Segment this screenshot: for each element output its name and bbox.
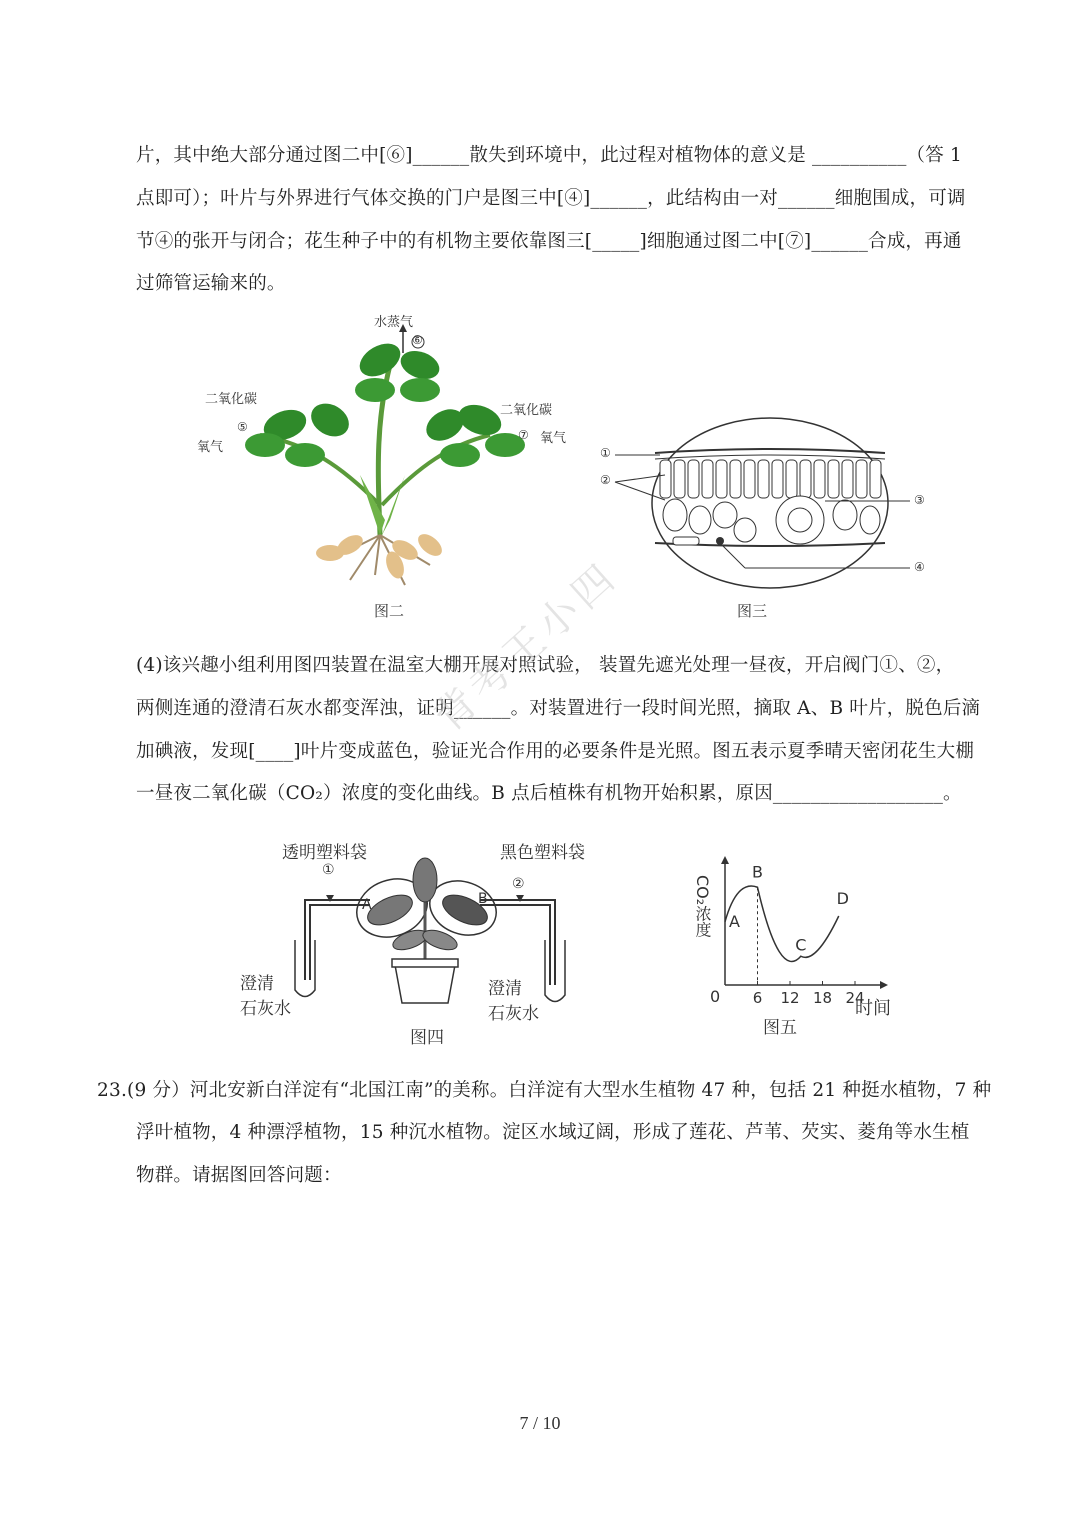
figure2-label-5: ⑤ [237,420,248,434]
paragraph1-line1: 片，其中绝大部分通过图二中[⑥]______散失到环境中，此过程对植物体的意义是 __________（答 1 [136,145,962,166]
figure4-label-black-bag: 黑色塑料袋 [500,843,585,863]
figure3-caption: 图三 [737,602,768,620]
figure5-xlabel: 时间 [855,998,891,1019]
figure5-curve [725,886,839,962]
figure2-label-co2-right: 二氧化碳 [500,403,553,418]
figure4-limewater-right-2: 石灰水 [488,1004,539,1024]
figure5-x-axis-arrow [880,981,888,989]
figure2-label-o2-right: 氧气 [540,431,567,446]
figure2-label-co2-left: 二氧化碳 [205,392,258,407]
figure4-apparatus [230,855,620,1015]
figure5-point-label: C [795,935,807,955]
paragraph2-line3: 加碘液，发现[____]叶片变成蓝色，验证光合作用的必要条件是光照。图五表示夏季晴天密闭花生大棚 [136,741,975,762]
figure3-leaf-section [595,415,945,595]
page-number: 7 / 10 [519,1413,561,1433]
paragraph1-line4: 过筛管运输来的。 [136,273,286,294]
figure5-caption: 图五 [763,1018,797,1038]
figure5-tick-label: 6 [752,989,763,1007]
figure4-valve-1: ① [322,862,335,878]
question23-line1: 23.(9 分）河北安新白洋淀有“北国江南”的美称。白洋淀有大型水生植物 47 种，包括 21 种挺水植物，7 种 [97,1080,992,1101]
figure5-tick-label: 12 [780,989,800,1007]
figure3-label-1: ① [600,446,611,460]
paragraph2-line4: 一昼夜二氧化碳（CO₂）浓度的变化曲线。B 点后植株有机物开始积累，原因__________________。 [136,783,962,804]
figure2-label-o2-left: 氧气 [197,440,224,455]
figure3-label-2: ② [600,473,611,487]
figure4-label-clear-bag: 透明塑料袋 [282,843,367,863]
watermark: 背考王小四 [426,552,628,741]
figure2-label-6: ⑥ [412,333,423,347]
figure2-label-7: ⑦ [518,428,529,442]
figure2-label-water-vapor: 水蒸气 [374,315,414,330]
figure5-tick-label: 18 [812,989,833,1007]
paragraph1-line3: 节④的张开与闭合；花生种子中的有机物主要依靠图三[_____]细胞通过图二中[⑦]______合成，再通 [136,231,962,252]
paragraph2-line2: 两侧连通的澄清石灰水都变浑浊，证明______。对装置进行一段时间光照，摘取 A、B 叶片，脱色后滴 [136,698,981,719]
figure2-caption: 图二 [374,602,405,620]
paragraph1-line2: 点即可）；叶片与外界进行气体交换的门户是图三中[④]______，此结构由一对______细胞围成，可调 [136,188,966,209]
figure5-ylabel: CO₂浓度 [693,875,712,938]
figure4-limewater-left-2: 石灰水 [240,999,291,1019]
figure5-point-label: B [752,862,763,882]
figure5-co2-chart [690,850,910,1010]
figure4-leaf-b: B [478,891,488,907]
figure4-valve-2: ② [512,876,525,892]
figure3-label-3: ③ [914,493,925,507]
figure3-label-4: ④ [914,560,925,574]
figure5-y-axis-arrow [721,856,729,864]
figure5-tick-label: 24 [845,989,865,1007]
figure2-peanut-plant [190,305,590,625]
figure4-limewater-right-1: 澄清 [488,979,522,999]
figure5-origin: 0 [710,987,721,1006]
figure5-point-label: D [836,889,849,908]
figure4-caption: 图四 [410,1028,444,1048]
figure4-leaf-a: A [362,897,372,913]
question23-line3: 物群。请据图回答问题： [136,1165,342,1186]
figure4-limewater-left-1: 澄清 [240,974,274,994]
figure5-point-label: A [729,911,740,931]
question23-line2: 浮叶植物，4 种漂浮植物，15 种沉水植物。淀区水域辽阔，形成了莲花、芦苇、芡实、菱角等水生植 [136,1122,970,1143]
paragraph2-line1: (4)该兴趣小组利用图四装置在温室大棚开展对照试验， 装置先遮光处理一昼夜，开启阀门①、②， [136,655,955,676]
